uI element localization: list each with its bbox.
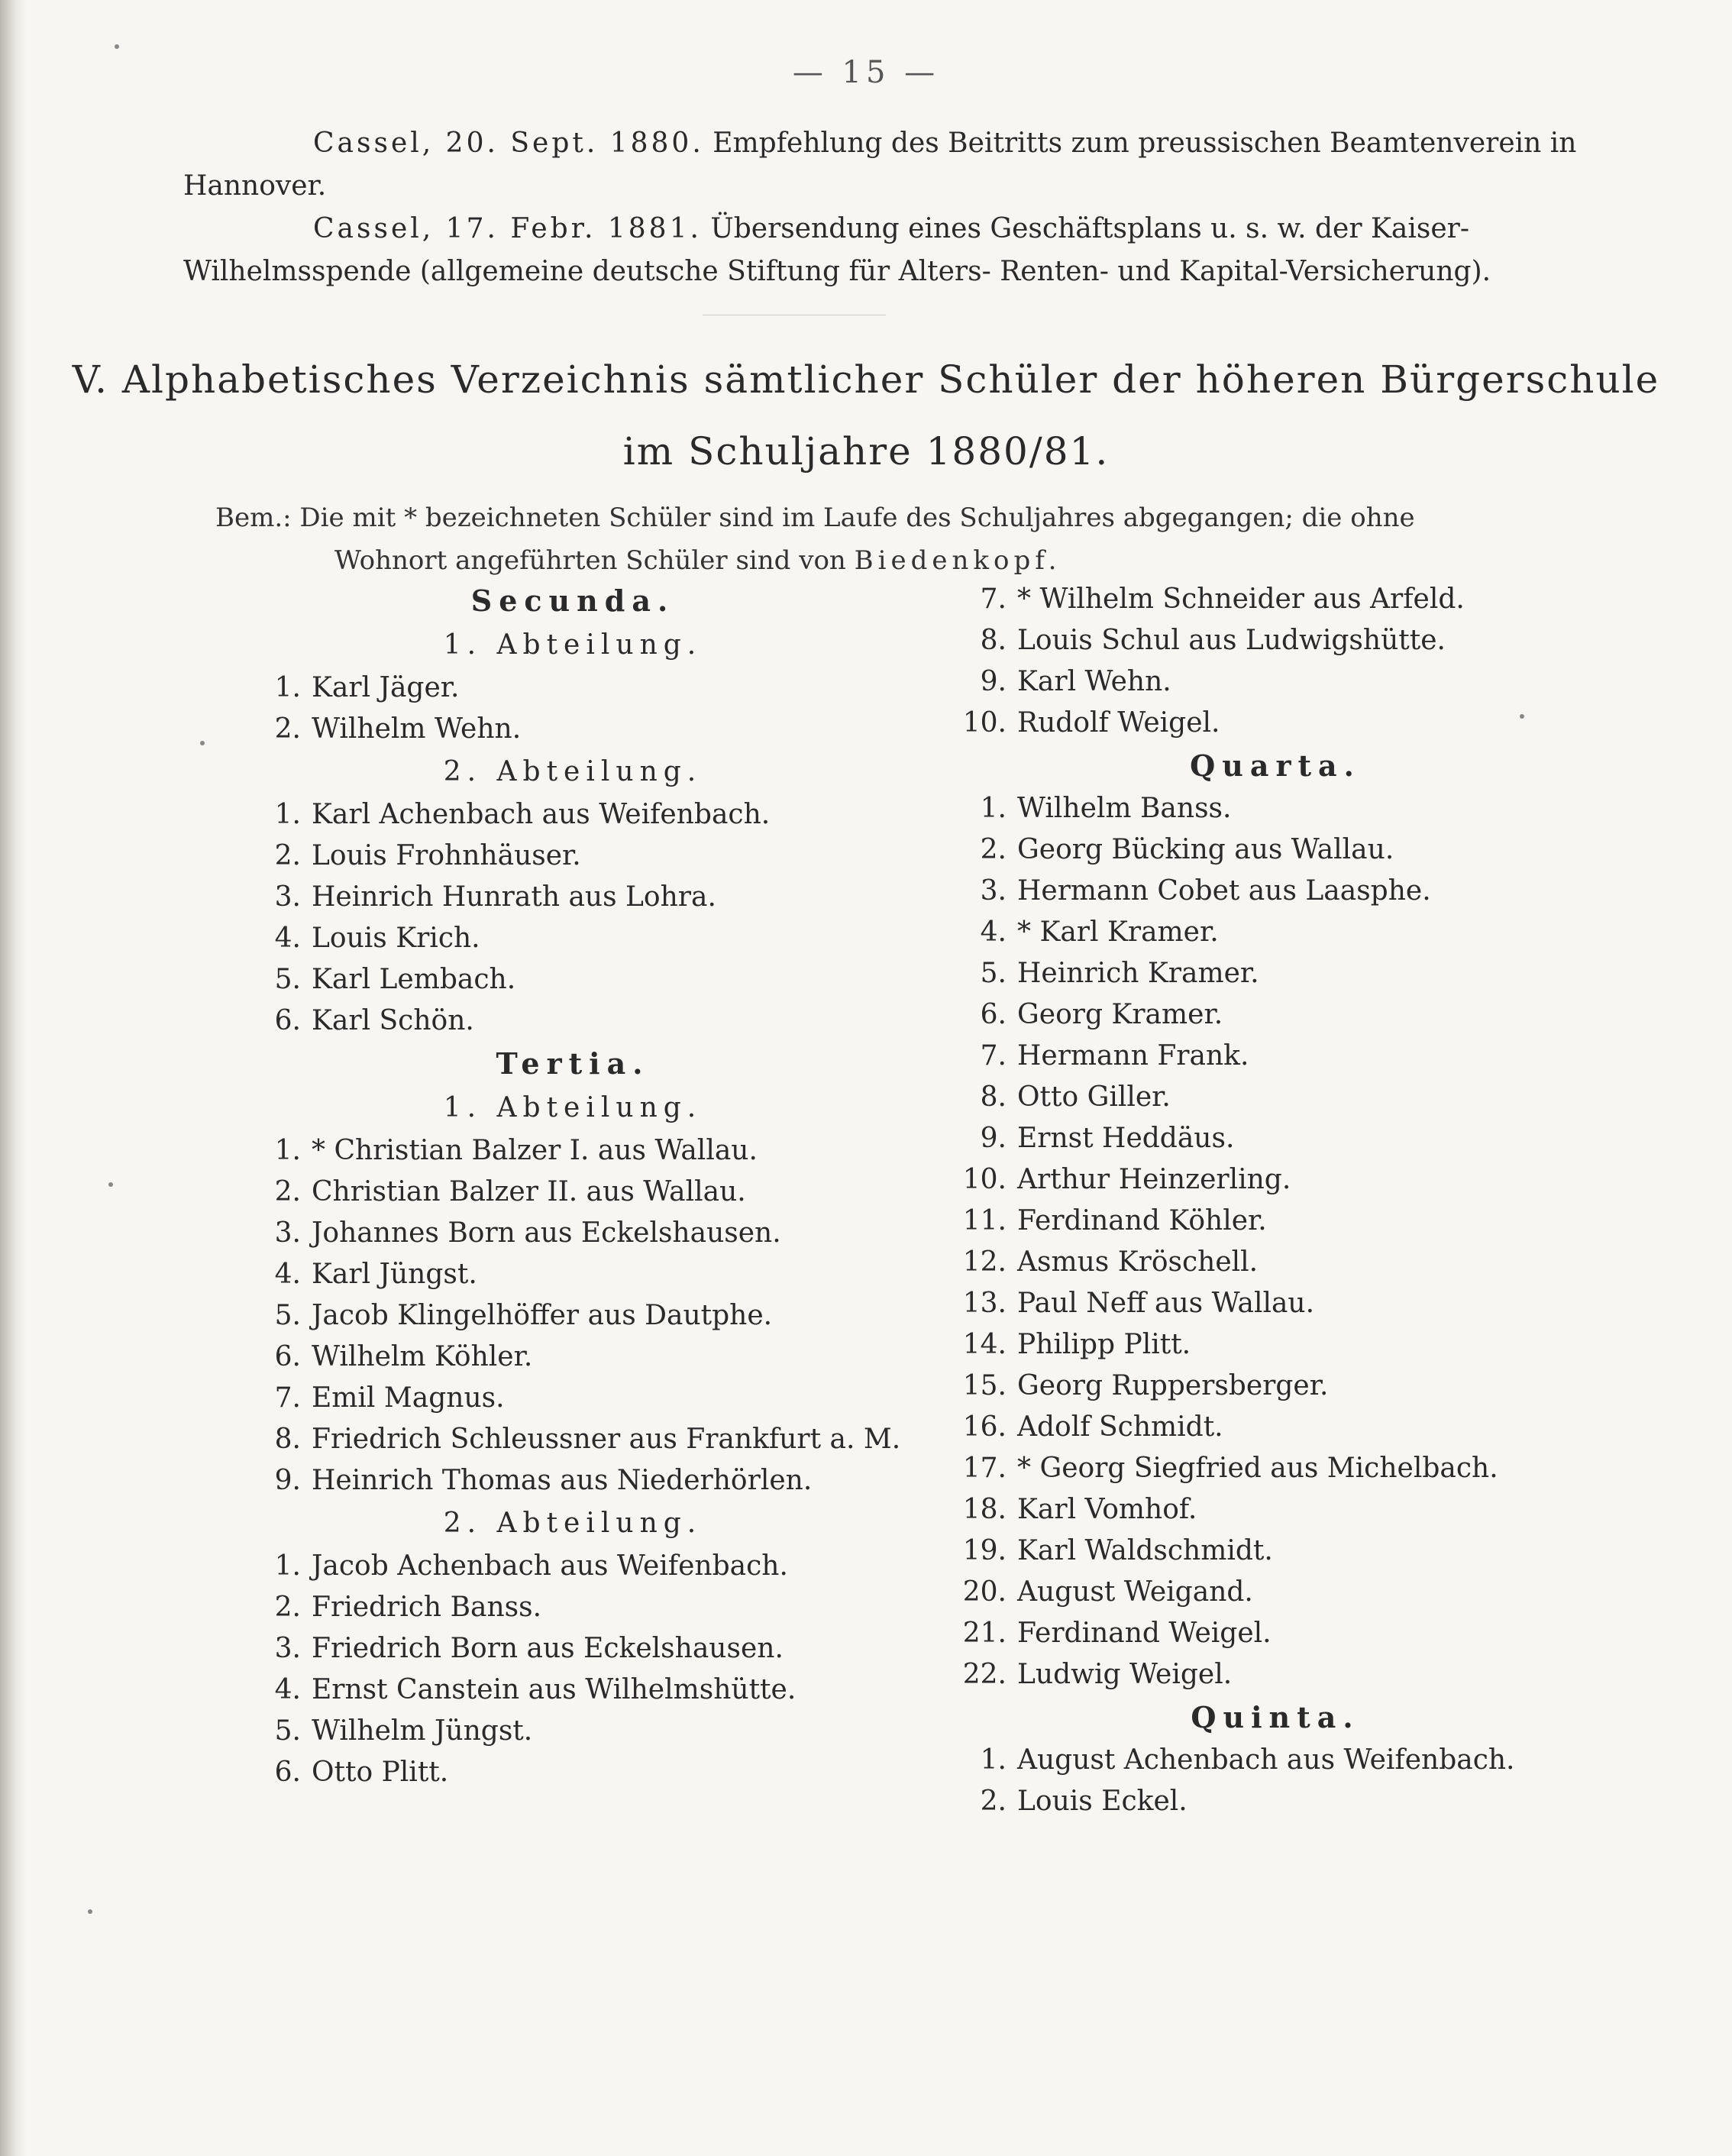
remark-line-1: Bem.: Die mit * bezeichneten Schüler sind im Laufe des Schuljahres abgegangen; die ohne	[215, 503, 1415, 533]
student-entry	[244, 1628, 901, 1670]
entry-number: 2.	[274, 1592, 301, 1623]
student-name: Paul Neff aus Wallau.	[1017, 1288, 1315, 1319]
entry-number: 4.	[274, 923, 301, 954]
student-entry	[947, 953, 1604, 994]
student-name: August Weigand.	[1017, 1576, 1253, 1608]
student-name: Ernst Canstein aus Wilhelmshütte.	[312, 1674, 797, 1705]
entry-number: 1.	[980, 1744, 1007, 1776]
entry-number: 2.	[274, 840, 301, 871]
student-name: Ferdinand Köhler.	[1017, 1205, 1267, 1236]
entry-number: 7.	[274, 1382, 301, 1414]
student-entry	[244, 918, 901, 959]
student-name: Heinrich Hunrath aus Lohra.	[312, 881, 716, 913]
entry-number: 3.	[274, 1633, 301, 1664]
student-name: Louis Frohnhäuser.	[312, 840, 581, 871]
student-entry	[244, 1670, 901, 1711]
student-entry	[947, 620, 1604, 661]
student-name: Heinrich Thomas aus Niederhörlen.	[312, 1465, 813, 1496]
entry-number: 1.	[980, 793, 1007, 824]
entry-number: 8.	[980, 625, 1007, 656]
student-entry	[947, 1740, 1604, 1781]
student-entry	[947, 1283, 1604, 1324]
student-name: Christian Balzer II. aus Wallau.	[312, 1176, 746, 1207]
student-entry	[947, 579, 1604, 620]
student-name: Georg Bücking aus Wallau.	[1017, 834, 1394, 865]
student-name: Friedrich Schleussner aus Frankfurt a. M.	[312, 1424, 901, 1455]
student-entry	[947, 1242, 1604, 1283]
student-entry	[244, 1254, 901, 1295]
entry-number: 3.	[980, 875, 1007, 907]
student-entry	[244, 1460, 901, 1501]
entry-number: 6.	[274, 1341, 301, 1372]
student-name: Philipp Plitt.	[1017, 1329, 1191, 1360]
entry-number: 22.	[962, 1659, 1007, 1690]
student-list	[947, 579, 1604, 744]
student-name: Karl Wehn.	[1017, 666, 1171, 697]
entry-number: 7.	[980, 1040, 1007, 1072]
student-name: Otto Giller.	[1017, 1081, 1171, 1113]
entry-number: 5.	[980, 958, 1007, 989]
student-list	[244, 1130, 901, 1501]
student-entry	[947, 1489, 1604, 1531]
student-name: Jacob Klingelhöffer aus Dautphe.	[312, 1300, 773, 1331]
remark-line-2	[215, 539, 1628, 582]
student-list	[947, 788, 1604, 1695]
student-entry	[947, 1159, 1604, 1201]
entry-number: 2.	[980, 834, 1007, 865]
division-title: 1. Abteilung.	[443, 1092, 703, 1123]
student-name: Otto Plitt.	[312, 1757, 449, 1788]
student-entry	[947, 912, 1604, 953]
student-entry	[947, 829, 1604, 871]
student-entry	[244, 1130, 901, 1172]
intro-lead-1: Cassel, 20. Sept. 1880.	[313, 128, 704, 159]
student-entry	[947, 1531, 1604, 1572]
student-entry	[244, 1172, 901, 1213]
student-entry	[947, 788, 1604, 829]
student-list	[947, 1740, 1604, 1822]
student-name: Wilhelm Köhler.	[312, 1341, 533, 1372]
student-name: * Christian Balzer I. aus Wallau.	[312, 1135, 758, 1166]
student-name: Heinrich Kramer.	[1017, 958, 1259, 989]
class-title-quinta: Quinta.	[1191, 1700, 1360, 1734]
entry-number: 2.	[274, 713, 301, 745]
student-name: Karl Waldschmidt.	[1017, 1535, 1273, 1566]
student-entry	[244, 1000, 901, 1042]
entry-number: 10.	[962, 1164, 1007, 1195]
student-name: Rudolf Weigel.	[1017, 707, 1220, 739]
entry-number: 4.	[274, 1259, 301, 1290]
entry-number: 3.	[274, 1217, 301, 1249]
student-entry	[947, 1654, 1604, 1695]
intro-text-1: Empfehlung des Beitritts zum preussischen Beamtenverein in Hannover.	[183, 128, 1577, 202]
entry-number: 14.	[962, 1329, 1007, 1360]
student-entry	[244, 1711, 901, 1752]
student-name: Adolf Schmidt.	[1017, 1411, 1223, 1443]
intro-paragraph-2	[183, 208, 1627, 293]
entry-number: 6.	[274, 1757, 301, 1788]
student-name: Karl Jäger.	[312, 672, 460, 703]
student-entry	[244, 877, 901, 918]
entry-number: 2.	[980, 1786, 1007, 1817]
student-entry	[947, 1781, 1604, 1822]
student-name: Louis Eckel.	[1017, 1786, 1188, 1817]
page-binding-edge	[0, 0, 26, 2156]
entry-number: 1.	[274, 799, 301, 830]
student-name: Karl Jüngst.	[312, 1259, 477, 1290]
entry-number: 5.	[274, 964, 301, 995]
student-name: Wilhelm Jüngst.	[312, 1715, 533, 1747]
student-name: * Karl Kramer.	[1017, 916, 1219, 948]
student-entry	[947, 661, 1604, 703]
student-entry	[244, 1546, 901, 1587]
class-title-quarta: Quarta.	[1190, 748, 1361, 783]
student-entry	[244, 836, 901, 877]
division-title: 2. Abteilung.	[443, 756, 703, 787]
student-list	[244, 667, 901, 750]
class-title-tertia: Tertia.	[496, 1046, 650, 1081]
student-entry	[244, 709, 901, 750]
entry-number: 9.	[274, 1465, 301, 1496]
student-name: Louis Schul aus Ludwigshütte.	[1017, 625, 1446, 656]
student-name: * Wilhelm Schneider aus Arfeld.	[1017, 583, 1465, 615]
student-entry	[947, 1324, 1604, 1366]
student-entry	[244, 794, 901, 836]
entry-number: 20.	[962, 1576, 1007, 1608]
entry-number: 8.	[274, 1424, 301, 1455]
student-entry	[244, 1295, 901, 1337]
division-title: 1. Abteilung.	[443, 629, 703, 661]
entry-number: 18.	[962, 1494, 1007, 1525]
student-name: Emil Magnus.	[312, 1382, 505, 1414]
entry-number: 19.	[962, 1535, 1007, 1566]
student-name: Karl Schön.	[312, 1005, 474, 1036]
student-entry	[244, 1419, 901, 1460]
entry-number: 17.	[962, 1453, 1007, 1484]
student-name: Hermann Cobet aus Laasphe.	[1017, 875, 1431, 907]
student-name: Ludwig Weigel.	[1017, 1659, 1233, 1690]
student-entry	[244, 959, 901, 1000]
entry-number: 3.	[274, 881, 301, 913]
entry-number: 9.	[980, 1123, 1007, 1154]
scan-speck	[1520, 714, 1524, 719]
student-name: Karl Vomhof.	[1017, 1494, 1197, 1525]
student-name: Arthur Heinzerling.	[1017, 1164, 1291, 1195]
student-entry	[947, 1118, 1604, 1159]
entry-number: 4.	[274, 1674, 301, 1705]
student-name: * Georg Siegfried aus Michelbach.	[1017, 1453, 1498, 1484]
student-entry	[947, 1448, 1604, 1489]
student-name: Friedrich Banss.	[312, 1592, 542, 1623]
student-entry	[947, 994, 1604, 1036]
scan-speck	[200, 741, 205, 745]
entry-number: 7.	[980, 583, 1007, 615]
scan-speck	[108, 1182, 113, 1187]
entry-number: 13.	[962, 1288, 1007, 1319]
student-name: August Achenbach aus Weifenbach.	[1017, 1744, 1515, 1776]
entry-number: 15.	[962, 1370, 1007, 1401]
entry-number: 5.	[274, 1715, 301, 1747]
entry-number: 9.	[980, 666, 1007, 697]
student-name: Jacob Achenbach aus Weifenbach.	[312, 1550, 788, 1582]
entry-number: 21.	[962, 1618, 1007, 1649]
student-name: Georg Ruppersberger.	[1017, 1370, 1329, 1401]
intro-lead-2: Cassel, 17. Febr. 1881.	[313, 213, 702, 244]
student-entry	[244, 1213, 901, 1254]
student-entry	[947, 1077, 1604, 1118]
entry-number: 6.	[980, 999, 1007, 1030]
student-entry	[244, 1378, 901, 1419]
student-entry	[244, 667, 901, 709]
student-entry	[947, 871, 1604, 912]
student-name: Johannes Born aus Eckelshausen.	[312, 1217, 781, 1249]
page-number: — 15 —	[792, 55, 940, 90]
entry-number: 8.	[980, 1081, 1007, 1113]
entry-number: 4.	[980, 916, 1007, 948]
remark-place: Biedenkopf.	[854, 545, 1061, 576]
left-column	[244, 579, 901, 1793]
student-name: Ferdinand Weigel.	[1017, 1618, 1272, 1649]
student-name: Louis Krich.	[312, 923, 480, 954]
entry-number: 5.	[274, 1300, 301, 1331]
entry-number: 1.	[274, 1550, 301, 1582]
entry-number: 1.	[274, 672, 301, 703]
student-entry	[244, 1752, 901, 1793]
student-entry	[947, 1036, 1604, 1077]
entry-number: 10.	[962, 707, 1007, 739]
student-entry	[947, 1613, 1604, 1654]
student-name: Karl Lembach.	[312, 964, 516, 995]
student-entry	[947, 1407, 1604, 1448]
entry-number: 2.	[274, 1176, 301, 1207]
student-name: Friedrich Born aus Eckelshausen.	[312, 1633, 784, 1664]
scan-speck	[115, 44, 119, 49]
student-list	[244, 794, 901, 1042]
section-heading-line-2: im Schuljahre 1880/81.	[622, 429, 1110, 474]
intro-paragraph-1	[183, 122, 1627, 208]
student-name: Karl Achenbach aus Weifenbach.	[312, 799, 771, 830]
student-name: Wilhelm Banss.	[1017, 793, 1232, 824]
student-entry	[947, 1572, 1604, 1613]
student-entry	[947, 1366, 1604, 1407]
division-title: 2. Abteilung.	[443, 1508, 703, 1539]
student-name: Hermann Frank.	[1017, 1040, 1249, 1072]
student-name: Asmus Kröschell.	[1017, 1246, 1259, 1278]
student-entry	[244, 1587, 901, 1628]
entry-number: 12.	[962, 1246, 1007, 1278]
student-name: Georg Kramer.	[1017, 999, 1223, 1030]
remark-note	[215, 496, 1628, 582]
student-entry	[244, 1337, 901, 1378]
remark-line-2-text: Wohnort angeführten Schüler sind von	[334, 545, 846, 576]
class-title-secunda: Secunda.	[470, 583, 675, 618]
entry-number: 11.	[962, 1205, 1007, 1236]
student-entry	[947, 1201, 1604, 1242]
entry-number: 1.	[274, 1135, 301, 1166]
student-entry	[947, 703, 1604, 744]
section-heading-line-1: V. Alphabetisches Verzeichnis sämtlicher Schüler der höheren Bürgerschule	[72, 357, 1660, 402]
entry-number: 16.	[962, 1411, 1007, 1443]
scan-speck	[88, 1909, 92, 1914]
student-list	[244, 1546, 901, 1793]
intro-text-2: Übersendung eines Geschäftsplans u. s. w. der Kaiser-Wilhelmsspende (allgemeine deutsche Stiftung für Alters- Renten- und Kapital-Versicherung).	[183, 213, 1491, 287]
entry-number: 6.	[274, 1005, 301, 1036]
student-name: Wilhelm Wehn.	[312, 713, 522, 745]
student-name: Ernst Heddäus.	[1017, 1123, 1235, 1154]
right-column	[947, 579, 1604, 1822]
